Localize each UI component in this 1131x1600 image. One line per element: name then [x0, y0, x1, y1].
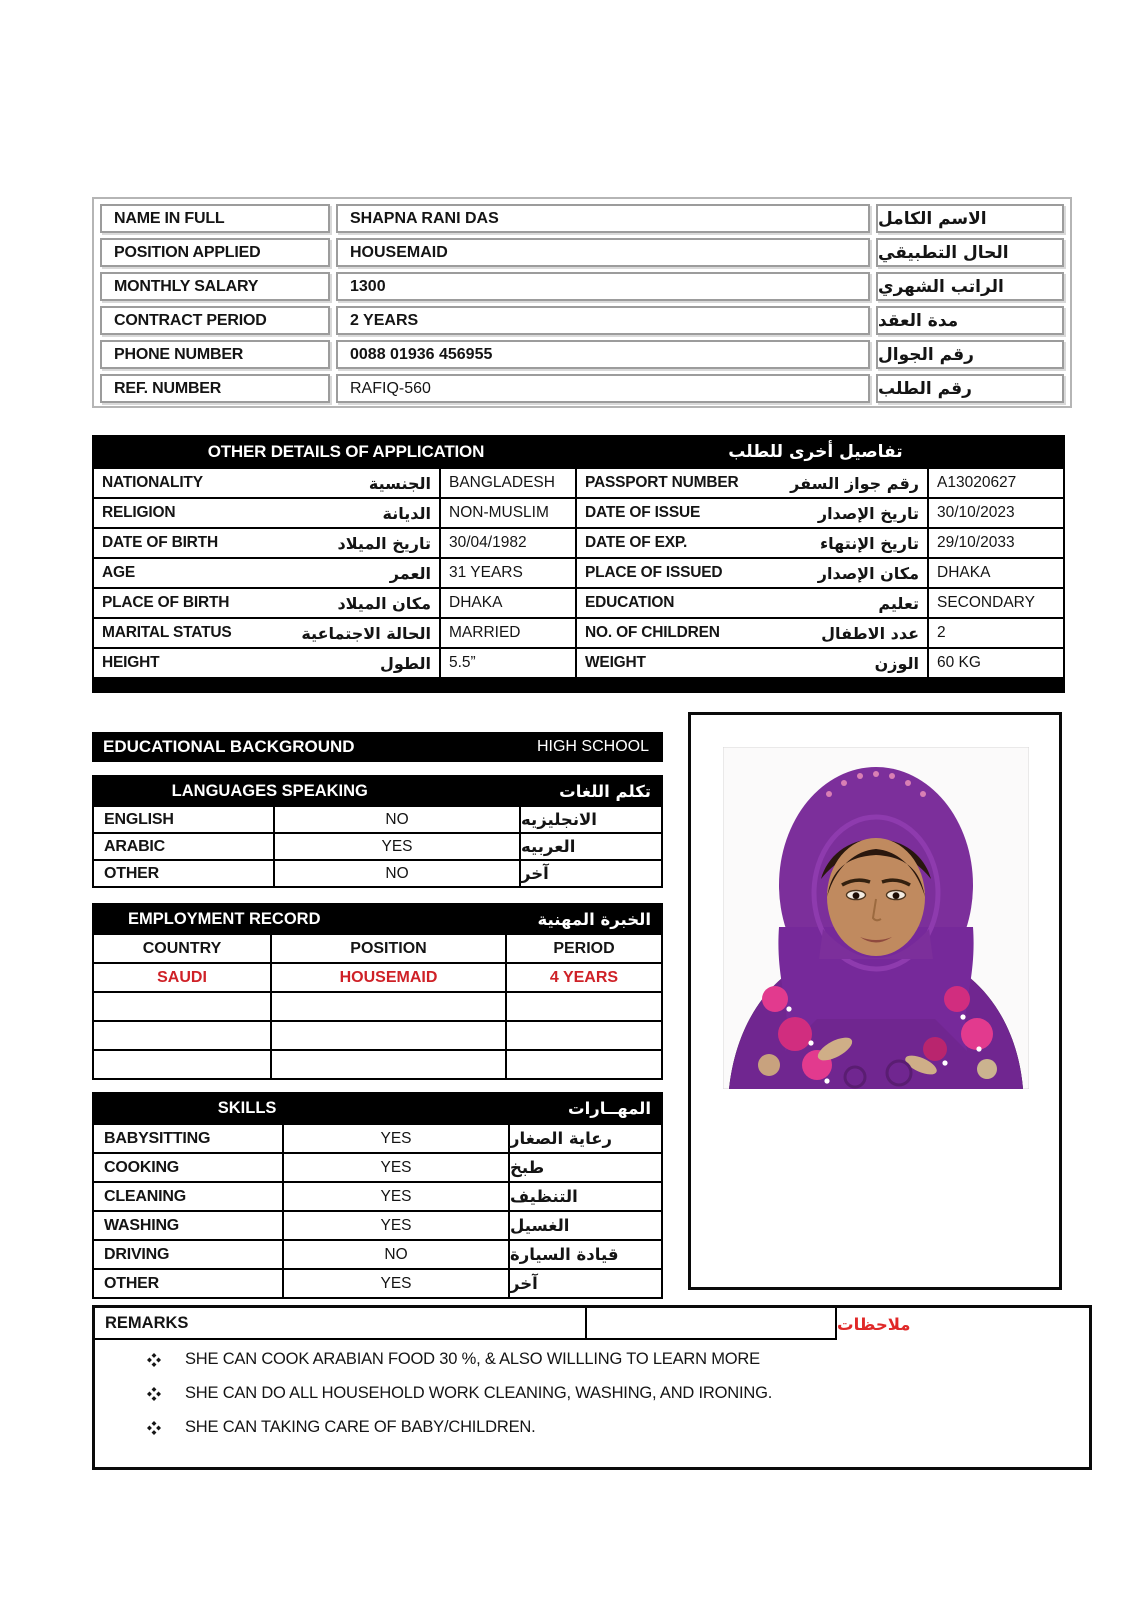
field-label-arabic: رقم جواز السفر — [790, 473, 919, 493]
education-value: HIGH SCHOOL — [536, 738, 649, 755]
field-label-arabic: مكان الإصدار — [817, 563, 919, 583]
field-label: PHONE NUMBER — [100, 340, 330, 369]
empty-cell — [587, 1308, 837, 1340]
field-label: CONTRACT PERIOD — [100, 306, 330, 335]
field-label-arabic: عدد الاطفال — [821, 623, 919, 643]
empty-row — [94, 991, 661, 1020]
skill-label: CLEANING — [104, 1187, 186, 1205]
skill-label: COOKING — [104, 1158, 180, 1176]
section-title: LANGUAGES SPEAKING — [171, 781, 368, 800]
section-header — [94, 437, 1063, 467]
remarks-section — [92, 1305, 1092, 1470]
field-label: REF. NUMBER — [100, 374, 330, 403]
section-title-arabic: تفاصيل أخرى للطلب — [728, 442, 903, 462]
field-value: 60 KG — [937, 654, 981, 671]
field-label: NO. OF CHILDREN — [585, 624, 720, 641]
language-label: ENGLISH — [104, 810, 174, 828]
table-row — [94, 647, 1063, 677]
skill-label: OTHER — [104, 1274, 160, 1292]
skill-value: YES — [284, 1125, 510, 1152]
field-label: MARITAL STATUS — [102, 624, 232, 641]
section-title-arabic: تكلم اللغات — [559, 781, 651, 801]
section-header — [94, 777, 661, 805]
field-value: NON-MUSLIM — [441, 499, 577, 527]
column-header-row — [94, 933, 661, 962]
employment-record-table — [92, 903, 663, 1080]
field-label: MONTHLY SALARY — [100, 272, 330, 301]
field-label: DATE OF EXP. — [585, 534, 688, 551]
field-value: A13020627 — [937, 474, 1017, 491]
diamond-bullet-icon — [147, 1421, 161, 1435]
skill-label: DRIVING — [104, 1245, 170, 1263]
section-title: REMARKS — [95, 1308, 587, 1340]
skill-value: YES — [284, 1212, 510, 1239]
field-value: SHAPNA RANI DAS — [336, 204, 870, 233]
field-label: PLACE OF BIRTH — [102, 594, 230, 611]
skill-label-arabic: قيادة السيارة — [510, 1245, 619, 1264]
languages-table — [92, 775, 663, 888]
skill-value: YES — [284, 1154, 510, 1181]
section-title: OTHER DETAILS OF APPLICATION — [207, 442, 485, 461]
field-label-arabic: تاريخ الميلاد — [337, 533, 431, 553]
remarks-list — [95, 1340, 1089, 1437]
table-row — [100, 238, 1064, 267]
table-row — [94, 859, 661, 886]
section-title-arabic: الخبرة المهنية — [537, 909, 651, 929]
field-label-arabic: رقم الطلب — [876, 374, 1064, 403]
language-value: NO — [275, 807, 521, 832]
field-value: 31 YEARS — [441, 559, 577, 587]
field-value: MARRIED — [441, 619, 577, 647]
remarks-item — [147, 1384, 1079, 1403]
employment-country: SAUDI — [94, 964, 272, 991]
field-label-arabic: الاسم الكامل — [876, 204, 1064, 233]
column-header: COUNTRY — [94, 935, 272, 962]
table-row — [94, 1181, 661, 1210]
field-label: WEIGHT — [585, 654, 646, 671]
language-label-arabic: الانجليزيه — [521, 810, 597, 829]
field-value: DHAKA — [937, 564, 991, 581]
language-label-arabic: العربيه — [521, 837, 576, 856]
diamond-bullet-icon — [147, 1353, 161, 1367]
empty-row — [94, 1049, 661, 1078]
section-title: SKILLS — [217, 1099, 277, 1117]
skill-label-arabic: التنظيف — [510, 1187, 578, 1206]
field-label-arabic: الراتب الشهري — [876, 272, 1064, 301]
employment-row — [94, 962, 661, 991]
field-value: DHAKA — [441, 589, 577, 617]
empty-row — [94, 1020, 661, 1049]
skill-label-arabic: آخر — [510, 1274, 538, 1293]
table-row — [94, 557, 1063, 587]
other-details-table — [92, 435, 1065, 693]
field-label: NATIONALITY — [102, 474, 203, 491]
table-row — [100, 340, 1064, 369]
table-row — [94, 1210, 661, 1239]
remarks-text: SHE CAN COOK ARABIAN FOOD 30 %, & ALSO WILLLING TO LEARN MORE — [185, 1350, 760, 1368]
table-row — [94, 805, 661, 832]
language-label: OTHER — [104, 864, 160, 882]
employment-position: HOUSEMAID — [272, 964, 507, 991]
field-label-arabic: الديانة — [382, 503, 431, 523]
field-value: 2 — [937, 624, 946, 641]
field-label-arabic: مكان الميلاد — [337, 593, 431, 613]
field-label: DATE OF BIRTH — [102, 534, 218, 551]
skill-label-arabic: طبخ — [510, 1158, 545, 1177]
field-label: PASSPORT NUMBER — [585, 474, 739, 491]
table-row — [94, 527, 1063, 557]
section-header — [94, 1094, 661, 1123]
language-value: NO — [275, 861, 521, 886]
field-value: 2 YEARS — [336, 306, 870, 335]
field-label-arabic: الحال التطبيقي — [876, 238, 1064, 267]
table-row — [94, 467, 1063, 497]
diamond-bullet-icon — [147, 1387, 161, 1401]
field-value: 30/04/1982 — [441, 529, 577, 557]
field-label-arabic: تاريخ الإصدار — [817, 503, 919, 523]
skills-table — [92, 1092, 663, 1299]
skill-label-arabic: رعاية الصغار — [510, 1129, 613, 1148]
field-label-arabic: رقم الجوال — [876, 340, 1064, 369]
section-title: EMPLOYMENT RECORD — [128, 909, 321, 928]
section-title-arabic: المهــارات — [567, 1099, 651, 1118]
table-row — [100, 204, 1064, 233]
field-label: PLACE OF ISSUED — [585, 564, 723, 581]
column-header: POSITION — [272, 935, 507, 962]
table-row — [94, 832, 661, 859]
skill-value: NO — [284, 1241, 510, 1268]
table-row — [100, 272, 1064, 301]
table-row — [94, 587, 1063, 617]
field-label-arabic: مدة العقد — [876, 306, 1064, 335]
field-label-arabic: تاريخ الإنتهاء — [819, 533, 919, 553]
remarks-text: SHE CAN DO ALL HOUSEHOLD WORK CLEANING, WASHING, AND IRONING. — [185, 1384, 773, 1402]
employment-period: 4 YEARS — [549, 968, 619, 986]
skill-value: YES — [284, 1183, 510, 1210]
applicant-summary-table — [92, 197, 1072, 408]
field-value: SECONDARY — [937, 594, 1035, 611]
applicant-photo — [723, 747, 1029, 1089]
field-label: EDUCATION — [585, 594, 675, 611]
table-row — [94, 1123, 661, 1152]
field-label-arabic: الحالة الاجتماعية — [301, 623, 431, 643]
field-value: 30/10/2023 — [937, 504, 1015, 521]
field-label-arabic: الجنسية — [368, 473, 431, 493]
skill-label: BABYSITTING — [104, 1129, 211, 1147]
field-label: NAME IN FULL — [100, 204, 330, 233]
table-row — [100, 306, 1064, 335]
table-row — [94, 1239, 661, 1268]
field-value: 1300 — [336, 272, 870, 301]
skill-value: YES — [284, 1270, 510, 1297]
remarks-text: SHE CAN TAKING CARE OF BABY/CHILDREN. — [185, 1418, 536, 1436]
table-row — [94, 617, 1063, 647]
divider-bar — [94, 677, 1063, 691]
section-title-arabic: ملاحظات — [837, 1314, 911, 1334]
field-label-arabic: تعليم — [878, 593, 919, 613]
skill-label-arabic: الغسيل — [510, 1216, 570, 1235]
remarks-header — [95, 1308, 1089, 1340]
field-value: 29/10/2033 — [937, 534, 1015, 551]
applicant-photo-frame — [688, 712, 1062, 1290]
field-label-arabic: العمر — [389, 563, 431, 583]
field-value: RAFIQ-560 — [336, 374, 870, 403]
remarks-item — [147, 1350, 1079, 1369]
column-header: PERIOD — [553, 939, 615, 957]
table-row — [94, 1152, 661, 1181]
language-label: ARABIC — [104, 837, 166, 855]
section-header — [94, 905, 661, 933]
field-label: DATE OF ISSUE — [585, 504, 701, 521]
field-value: 5.5” — [441, 649, 577, 677]
educational-background-bar — [92, 732, 663, 762]
language-value: YES — [275, 834, 521, 859]
field-value: BANGLADESH — [441, 469, 577, 497]
skill-label: WASHING — [104, 1216, 180, 1234]
field-label-arabic: الطول — [380, 653, 431, 673]
field-value: 0088 01936 456955 — [336, 340, 870, 369]
field-label: AGE — [102, 564, 135, 581]
field-label-arabic: الوزن — [874, 653, 919, 673]
field-value: HOUSEMAID — [336, 238, 870, 267]
field-label: RELIGION — [102, 504, 176, 521]
field-label: HEIGHT — [102, 654, 160, 671]
table-row — [100, 374, 1064, 403]
language-label-arabic: آخر — [521, 864, 549, 883]
remarks-item — [147, 1418, 1079, 1437]
section-title: EDUCATIONAL BACKGROUND — [103, 737, 355, 756]
table-row — [94, 1268, 661, 1297]
field-label: POSITION APPLIED — [100, 238, 330, 267]
table-row — [94, 497, 1063, 527]
